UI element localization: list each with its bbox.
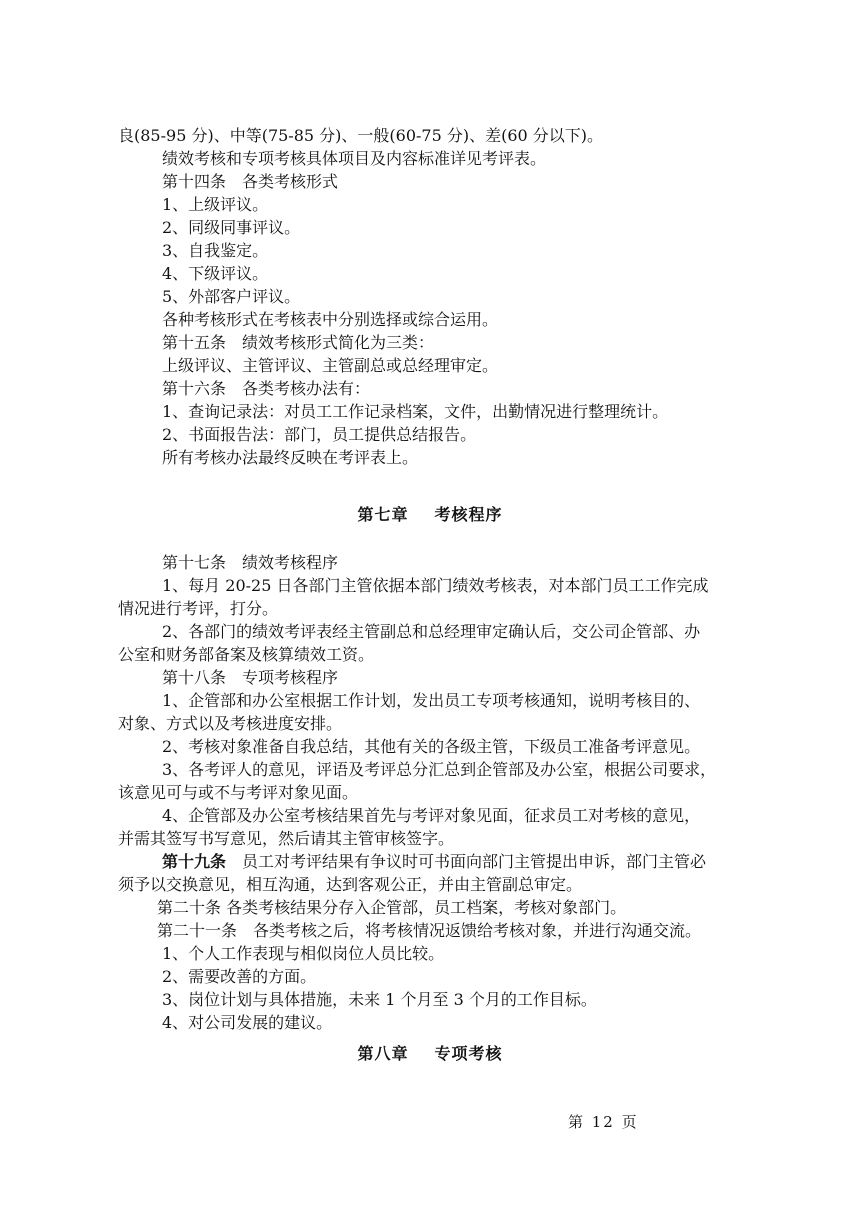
text-line: 上级评议、主管评议、主管副总或总经理审定。 — [162, 356, 499, 375]
article-19-label: 第十九条 — [162, 852, 227, 871]
list-item: 4、对公司发展的建议。 — [162, 1013, 333, 1032]
list-item: 1、上级评议。 — [162, 195, 269, 214]
text-line: 各种考核形式在考核表中分别选择或综合运用。 — [162, 310, 499, 329]
chapter-heading — [0, 1042, 860, 1066]
text-line: 1、企管部和办公室根据工作计划，发出员工专项考核通知，说明考核目的、 — [162, 691, 701, 710]
text-line: 1、每月 20-25 日各部门主管依据本部门绩效考核表，对本部门员工工作完成 — [162, 576, 709, 595]
text-line: 并需其签写书写意见，然后请其主管审核签字。 — [118, 829, 455, 848]
article-19-text: 员工对考评结果有争议时可书面向部门主管提出申诉，部门主管必 — [226, 852, 707, 871]
chapter-title: 专项考核 — [434, 1044, 503, 1063]
list-item: 5、外部客户评议。 — [162, 287, 301, 306]
text-line: 对象、方式以及考核进度安排。 — [118, 714, 343, 733]
article-19-line — [162, 850, 706, 874]
chapter-number: 第八章 — [357, 1044, 409, 1063]
list-item: 4、下级评议。 — [162, 264, 269, 283]
chapter-title: 考核程序 — [434, 505, 503, 524]
text-line: 3、各考评人的意见，评语及考评总分汇总到企管部及办公室，根据公司要求， — [162, 760, 717, 779]
list-item: 3、岗位计划与具体措施，未来 1 个月至 3 个月的工作目标。 — [162, 990, 597, 1009]
text-line: 该意见可与或不与考评对象见面。 — [118, 783, 359, 802]
article-heading: 第十七条 绩效考核程序 — [162, 553, 339, 572]
article-heading: 第十六条 各类考核办法有： — [162, 379, 371, 398]
list-item: 2、同级同事评议。 — [162, 218, 301, 237]
page-number: 第 12 页 — [568, 1113, 639, 1131]
list-item: 1、个人工作表现与相似岗位人员比较。 — [162, 944, 445, 963]
text-line: 公室和财务部备案及核算绩效工资。 — [118, 645, 375, 664]
chapter-heading — [0, 503, 860, 527]
list-item: 3、自我鉴定。 — [162, 241, 269, 260]
text-line: 所有考核办法最终反映在考评表上。 — [162, 448, 419, 467]
article-heading: 第十八条 专项考核程序 — [162, 668, 339, 687]
article-heading: 第十四条 各类考核形式 — [162, 172, 339, 191]
article-heading: 第十五条 绩效考核形式简化为三类： — [162, 333, 435, 352]
text-line: 须予以交换意见，相互沟通，达到客观公正，并由主管副总审定。 — [118, 875, 583, 894]
article-heading: 第二十一条 各类考核之后，将考核情况返馈给考核对象，并进行沟通交流。 — [157, 921, 702, 940]
text-line: 情况进行考评，打分。 — [118, 599, 279, 618]
list-item: 1、查询记录法：对员工工作记录档案，文件，出勤情况进行整理统计。 — [162, 402, 669, 421]
text-line: 2、各部门的绩效考评表经主管副总和总经理审定确认后，交公司企管部、办 — [162, 622, 701, 641]
chapter-number: 第七章 — [357, 505, 409, 524]
text-line: 4、企管部及办公室考核结果首先与考评对象见面，征求员工对考核的意见， — [162, 806, 701, 825]
text-line: 绩效考核和专项考核具体项目及内容标准详见考评表。 — [162, 149, 547, 168]
article-heading: 第二十条 各类考核结果分存入企管部，员工档案，考核对象部门。 — [157, 898, 627, 917]
text-line: 2、考核对象准备自我总结，其他有关的各级主管，下级员工准备考评意见。 — [162, 737, 701, 756]
list-item: 2、需要改善的方面。 — [162, 967, 317, 986]
text-line: 良(85-95 分)、中等(75-85 分)、一般(60-75 分)、差(60 分以下)。 — [118, 126, 604, 145]
list-item: 2、书面报告法：部门，员工提供总结报告。 — [162, 425, 477, 444]
